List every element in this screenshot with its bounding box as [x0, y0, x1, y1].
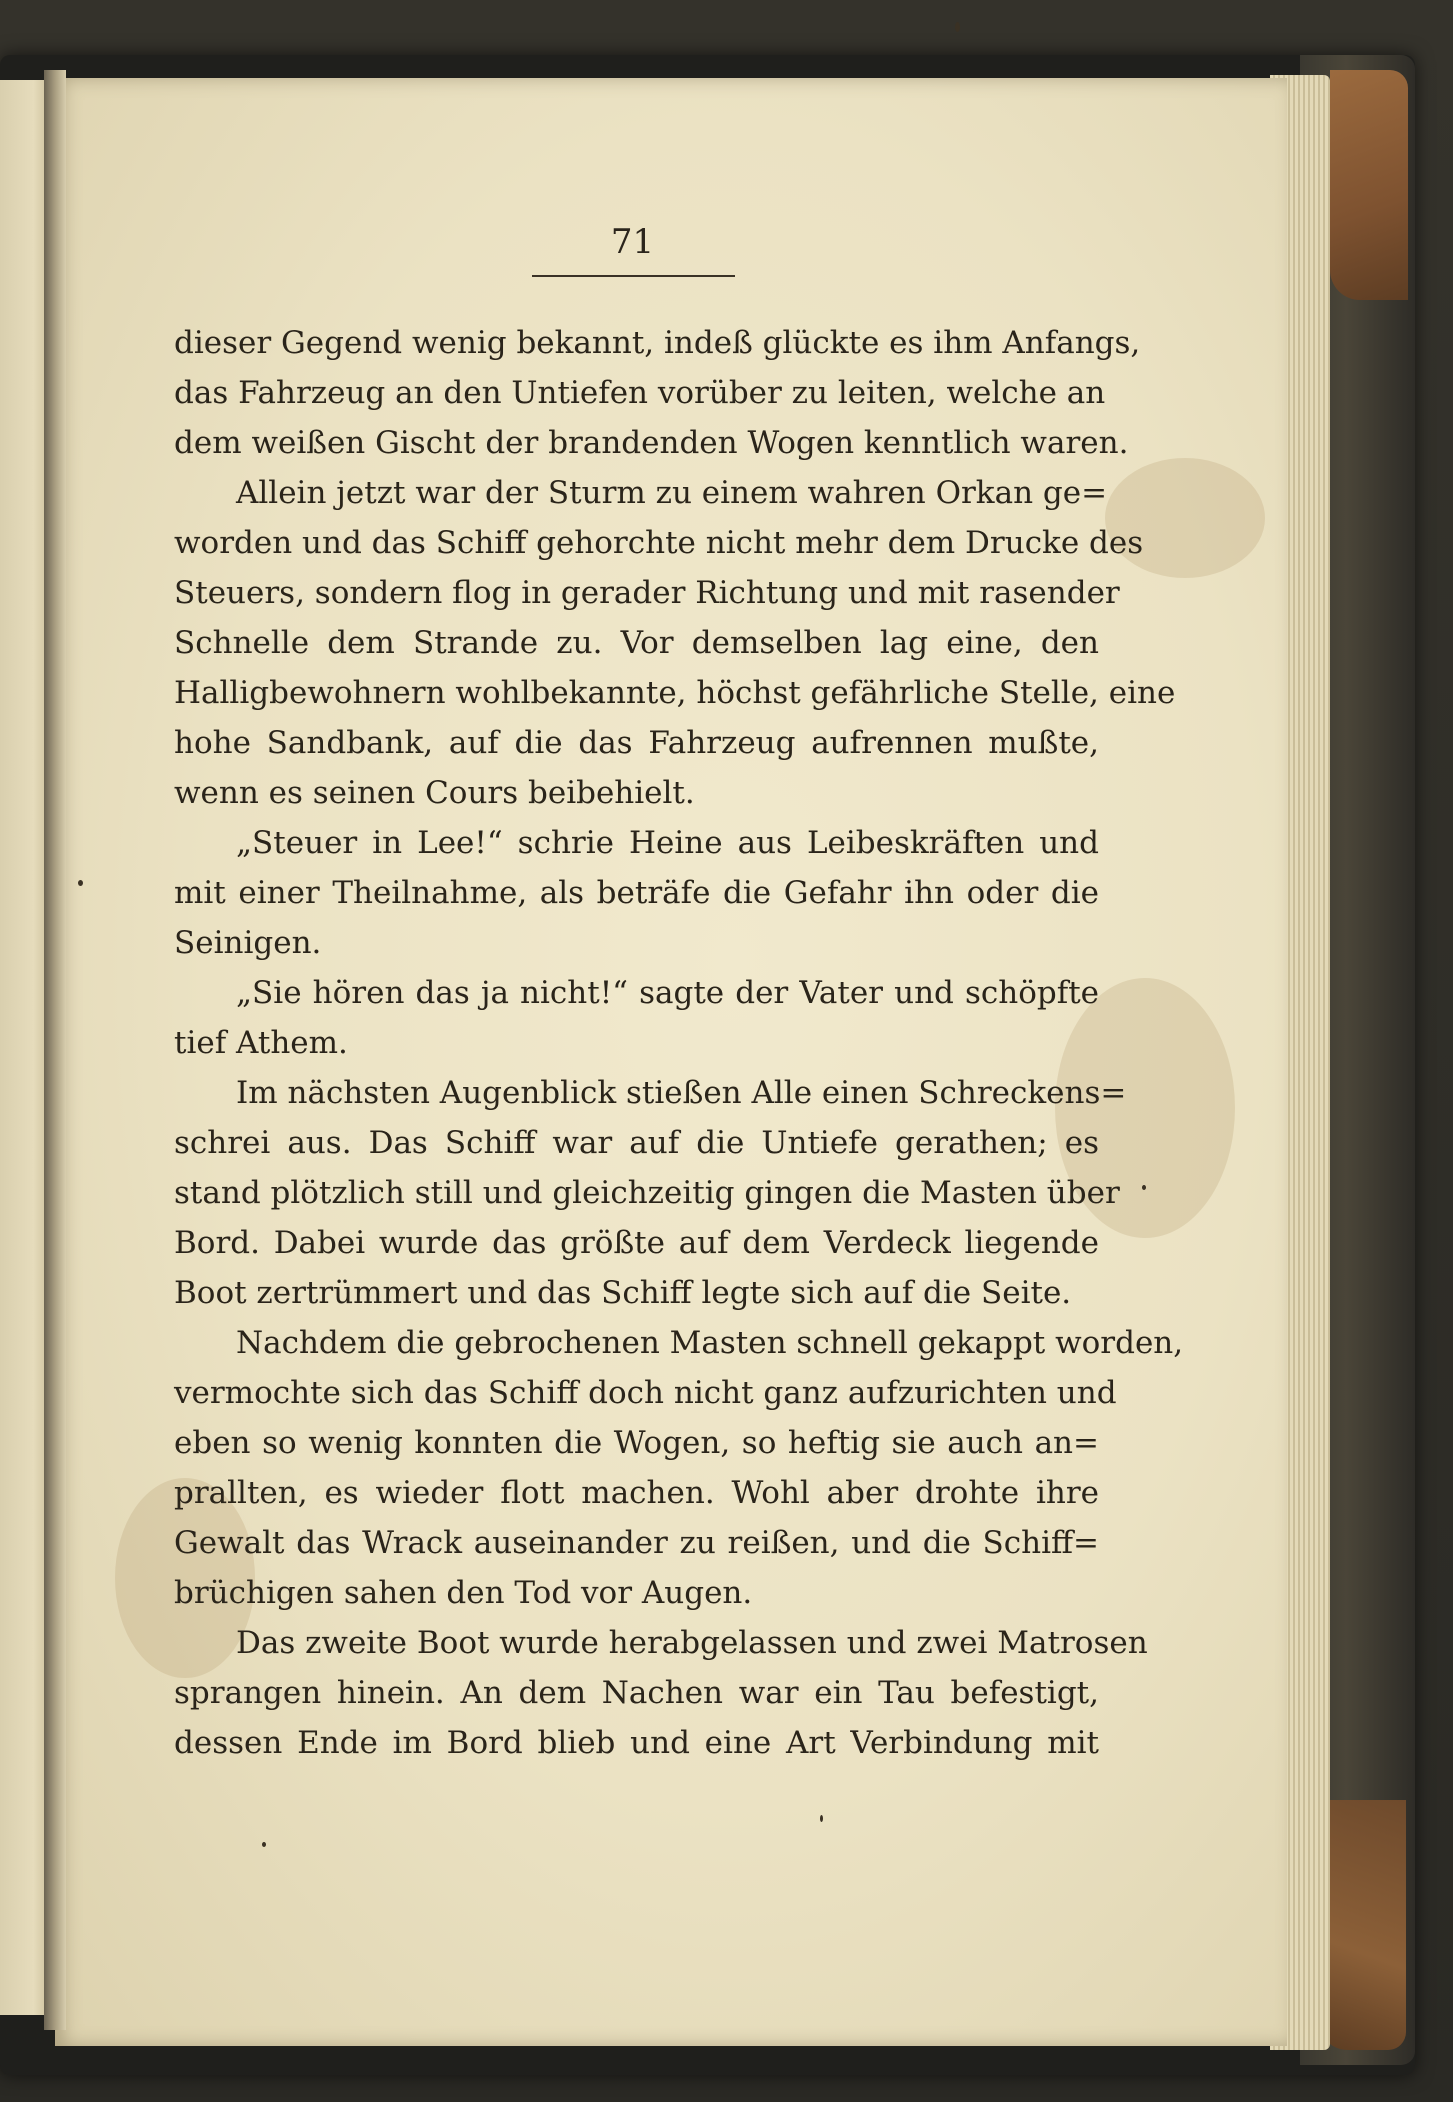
text-line: wenn es seinen Cours beibehielt. [174, 775, 695, 811]
text-line: Steuers, sondern flog in gerader Richtung und mit rasender [174, 575, 1120, 611]
text-line: sprangen hinein. An dem Nachen war ein Tau befestigt, [174, 1675, 1099, 1711]
text-line: dieser Gegend wenig bekannt, indeß glückte es ihm Anfangs, [174, 325, 1141, 361]
text-line: prallten, es wieder flott machen. Wohl aber drohte ihre [174, 1475, 1099, 1511]
text-line: Bord. Dabei wurde das größte auf dem Verdeck liegende [174, 1225, 1099, 1261]
text-line: mit einer Theilnahme, als beträfe die Gefahr ihn oder die [174, 875, 1099, 911]
ink-speck [262, 1842, 266, 1847]
text-line: das Fahrzeug an den Untiefen vorüber zu leiten, welche an [174, 375, 1106, 411]
ink-speck [1142, 1185, 1146, 1190]
text-line: dessen Ende im Bord blieb und eine Art Verbindung mit [174, 1725, 1099, 1761]
body-text [174, 318, 1184, 1768]
text-line: stand plötzlich still und gleichzeitig gingen die Masten über [174, 1175, 1120, 1211]
text-line: Das zweite Boot wurde herabgelassen und zwei Matrosen [236, 1625, 1148, 1661]
text-line: tief Athem. [174, 1025, 348, 1061]
text-line: Gewalt das Wrack auseinander zu reißen, und die Schiff= [174, 1525, 1099, 1561]
text-line: Allein jetzt war der Sturm zu einem wahren Orkan ge= [236, 475, 1108, 511]
cover-leather-corner-bottom [1318, 1800, 1406, 2050]
cover-leather-corner-top [1330, 70, 1408, 300]
text-line: eben so wenig konnten die Wogen, so heftig sie auch an= [174, 1425, 1099, 1461]
text-line: „Steuer in Lee!“ schrie Heine aus Leibeskräften und [236, 825, 1099, 861]
text-line: Nachdem die gebrochenen Masten schnell gekappt worden, [236, 1325, 1184, 1361]
text-line: dem weißen Gischt der brandenden Wogen kenntlich waren. [174, 425, 1129, 461]
ink-speck [955, 22, 960, 32]
text-line: Im nächsten Augenblick stießen Alle einen Schreckens= [236, 1075, 1127, 1111]
header-rule [532, 275, 735, 277]
page-number: 71 [610, 222, 655, 262]
ink-speck [78, 880, 83, 886]
text-line: Seinigen. [174, 925, 322, 961]
text-line: Boot zertrümmert und das Schiff legte sich auf die Seite. [174, 1275, 1072, 1311]
text-line: vermochte sich das Schiff doch nicht ganz aufzurichten und [174, 1375, 1117, 1411]
text-line: schrei aus. Das Schiff war auf die Untiefe gerathen; es [174, 1125, 1099, 1161]
book-gutter [44, 70, 66, 2030]
text-line: worden und das Schiff gehorchte nicht mehr dem Drucke des [174, 525, 1144, 561]
text-line: brüchigen sahen den Tod vor Augen. [174, 1575, 753, 1611]
ink-speck [820, 1815, 823, 1822]
text-line: Halligbewohnern wohlbekannte, höchst gefährliche Stelle, eine [174, 675, 1176, 711]
text-line: hohe Sandbank, auf die das Fahrzeug aufrennen mußte, [174, 725, 1099, 761]
facing-page-edge [0, 80, 48, 2015]
text-line: „Sie hören das ja nicht!“ sagte der Vater und schöpfte [236, 975, 1099, 1011]
text-line: Schnelle dem Strande zu. Vor demselben lag eine, den [174, 625, 1099, 661]
